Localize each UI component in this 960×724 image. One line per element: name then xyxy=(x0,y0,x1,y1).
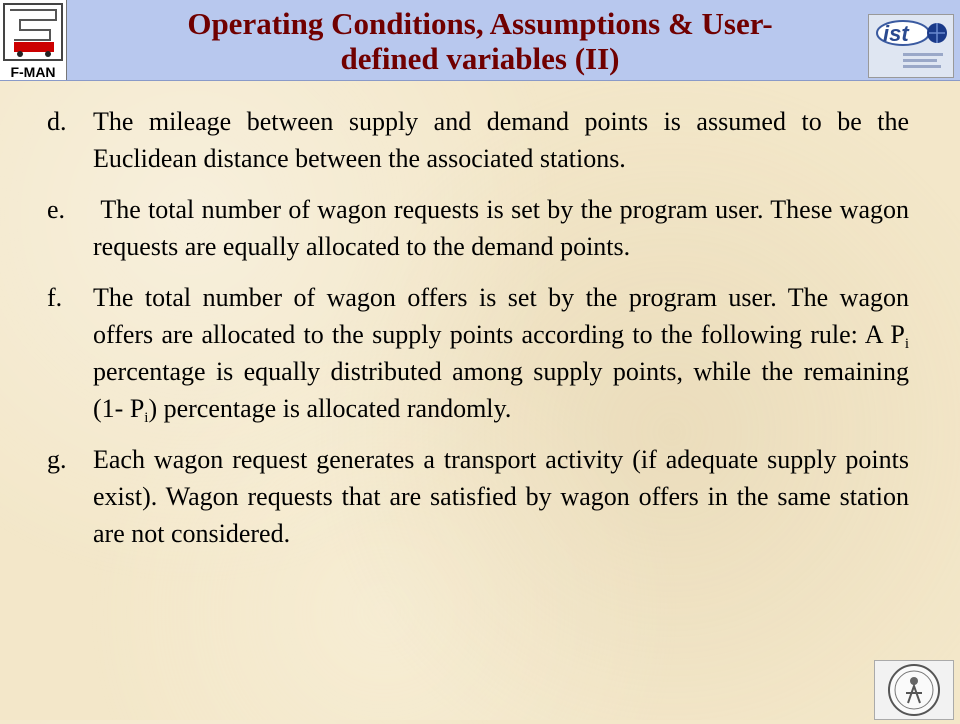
subscript-i: i xyxy=(144,410,149,426)
item-text: Each wagon request generates a transport activity (if adequate supply points exist). Wagon requests that are satisfied by wagon offers in the same station are not considered. xyxy=(93,445,909,548)
item-text: The mileage between supply and demand points is assumed to be the Euclidean distance between the associated stations. xyxy=(93,107,909,173)
item-letter: g. xyxy=(47,445,67,474)
item-text-part-c: ) percentage is allocated randomly. xyxy=(148,394,512,423)
page-title-line-2: defined variables (II) xyxy=(340,41,620,76)
item-text: The total number of wagon requests is set by the program user. These wagon requests are equally allocated to the demand points. xyxy=(93,195,916,261)
list-item-e xyxy=(47,191,916,265)
list-item-d xyxy=(47,103,909,177)
item-text-part-a: The total number of wagon offers is set by the program user. The wagon offers are allocated to the supply points according to the following rule: A P xyxy=(93,283,909,349)
ist-logo-graphic xyxy=(869,15,953,77)
item-text xyxy=(93,279,909,427)
ist-logo xyxy=(868,14,954,78)
bullet-list xyxy=(47,103,916,566)
seal-graphic xyxy=(875,661,953,719)
item-text-part-b: percentage is equally distributed among supply points, while the remaining (1- P xyxy=(93,357,909,423)
item-letter: e. xyxy=(47,195,66,224)
title-bar xyxy=(0,0,960,81)
page-title-line-1: Operating Conditions, Assumptions & User- xyxy=(187,6,773,41)
university-seal-icon xyxy=(874,660,954,720)
ist-logo-text: ist xyxy=(883,21,909,46)
f-man-logo-label: F-MAN xyxy=(0,64,66,80)
item-letter: f. xyxy=(47,283,63,312)
f-man-logo-graphic xyxy=(0,0,66,64)
list-item-g xyxy=(47,441,909,552)
page-title xyxy=(90,6,870,76)
item-letter: d. xyxy=(47,107,67,136)
subscript-i: i xyxy=(904,336,909,352)
f-man-logo xyxy=(0,0,67,80)
list-item-f xyxy=(47,279,909,427)
